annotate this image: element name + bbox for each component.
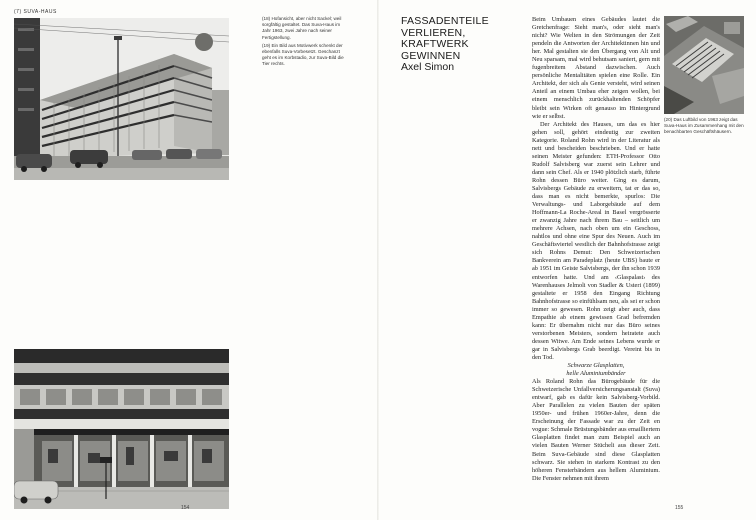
caption-left [262,16,348,70]
section-subhead [532,362,660,378]
body-paragraph-3: Als Roland Rohn das Bürogebäude für die Schweizerische Unfallversicherungsanstalt (Suva) entwarf, gab es dafür kein Salvisberg-Vorbild. Aber Parallelen zu vielen Bauten der späten 1950er- und frühen 1960er-Jahre, denn die Erscheinung der Fassade war zu der Zeit en vogue: Schmale Brüstungsbänder aus emailliertem Glasplatten findet man zum Beispiel auch an vielen Bauten Werner Stücheli aus dieser Zeit. Beim Suva-Gebäude sind diese Glasplatten schwarz. Sie stehen in starkem Kontrast zu den höheren Fensterbändern aus hellem Aluminium. Die Fenster nehmen mit ihrem [532,378,660,482]
folio-left: 154 [181,505,190,511]
photo-aerial [664,16,744,114]
subhead-line-1: Schwarze Glasplatten, [567,362,625,370]
caption-right: (20) Das Luftbild von 1963 zeigt das Suva-Haus im Zusammenhang mit den benachbarten Geschäftshäusern. [664,117,744,135]
folio-right: 155 [675,505,684,511]
photo-storefront [14,349,229,509]
caption-left-2: (19) Ein Bild aus Motivwerk schenkt der ebenfalls Suva-Vorbesetzt. Geschanzt geht es im Korbstadio, zur Suva-Bild die Tier rechts. [262,42,344,67]
article-body [532,16,660,512]
subhead-line-2: helle Aluminiumbänder [566,370,626,378]
caption-left-1: (18) Hofansicht, aber nicht Sackel; weil sorgfältig gestaltet. Das Suva-Haus im Jahr 1963, zwei Jahre nach seiner Fertigstellung. [262,16,342,40]
running-head: (7) SUVA-HAUS [14,9,57,15]
photo-building-exterior [14,18,229,180]
article-heading [401,16,519,74]
body-paragraph-1: Beim Umbauen eines Gebäudes lautet die Gretchenfrage: Sieht man's, oder sieht man's nicht? Wie Welten in den Strömungen der Zeit pendeln die Antworten der Architektinnen hin und her. Mal gestalten sie den Übergang von Alt und Neu sparsam, mal wird behutsam saniert, gern mit fugenbreitem Abstand dazwischen. Auch persönliche Mentalitäten spielen eine Rolle. Ein Architekt, der sich als Genie versteht, wird seinen Anteil an einem Umbau eher zeigen wollen, bei einem menschlich zurückhaltenden Schöpfer bleibt sein Wirken oft genauso im Hintergrund wie er selbst. [532,16,660,120]
article-title: FASSADENTEILE VERLIEREN, KRAFTWERK GEWINNEN [401,15,489,62]
article-author: Axel Simon [401,61,455,73]
body-paragraph-2: Der Architekt des Hauses, um das es hier gehen soll, gehört eindeutig zur zweiten Kategorie. Roland Rohn wird in der Literatur als nett und bescheiden beschrieben. Und er hatte seinen Meister gefunden: ETH-Professor Otto Rudolf Salvisberg war zuerst sein Lehrer und dann sein Chef. Als er 1940 plötzlich starb, führte Rohn dessen Büro weiter. Ging es darum, Salvisbergs Gebäude zu erweitern, tat er das so, dass man es nicht bemerkte, spurlos: Die Verwaltungs- und Laborgebäude auf dem Hoffmann-La Roche-Areal in Basel vergrösserte er zwanzig Jahre nach ihrem Bau – seitlich um mehrere Achsen, nach oben um ein Geschoss, nahtlos und ohne eine Spur des Neuen. Auch im Geschäftsviertel westlich der Bahnhofstrasse zeigt sich Rohns Demut: Den Schweizerischen Bankverein am Paradeplatz (heute UBS) baute er ab 1951 im Geiste Salvisbergs, der ihn schon 1939 entworfen hatte. Und am ‹Glaspalast› des Warenhauses Jelmoli von Stadler & Usteri (1899) gestaltete er 1958 den Eingang Richtung Bahnhofstrasse so einfühlsam neu, als sei er schon immer so gewesen. Rohn zeigt aber auch, dass Empathie ab einem gewissen Grad befremden kann: Er übernahm nicht nur das Büro seines verstorbenen Meisters, sondern heiratete auch dessen Witwe. Am Ende seines Lebens wurde er gar in Salvisbergs Grab beerdigt. Vereint bis in den Tod. [532,120,660,361]
